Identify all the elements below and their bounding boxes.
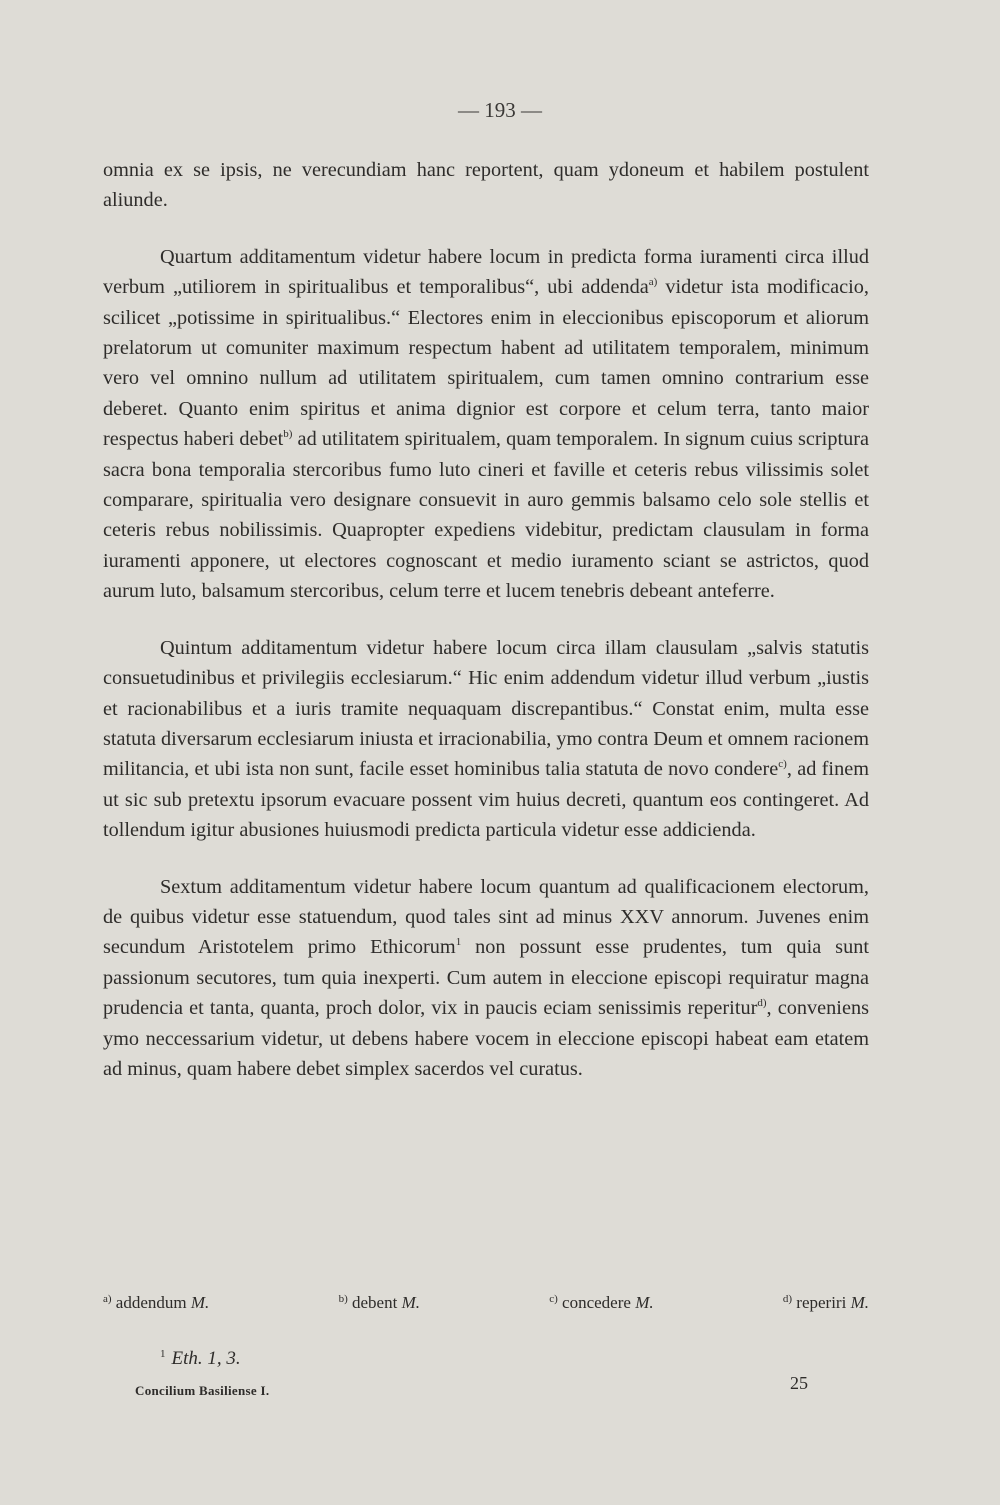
variant-note-b: $^{b)}$ debent M.	[338, 1293, 420, 1312]
paragraph-3-text-a: Quintum additamentum videtur habere locum circa illam clausulam „salvis statutis consuetudinibus et privilegiis ecclesiarum.“ Hic enim addendum videtur illud verbum „iustis et racionabilibus et a iuris tramite nequaquam discrepantibus.“ Constat enim, multa esse statuta diversarum ecclesiarum iniusta et irracionabilia, ymo contra Deum et omnem racionem militancia, et ubi ista non sunt, facile esset hominibus talia statuta de novo condere	[103, 636, 869, 781]
signature-label: Concilium Basiliense I.	[135, 1383, 270, 1398]
signature-number: 25	[790, 1373, 808, 1393]
paragraph-2	[103, 242, 869, 607]
note-ref-a: a)	[648, 276, 658, 289]
paragraph-4	[103, 872, 869, 1085]
paragraph-4-text-a: Sextum additamentum videtur habere locum quantum ad qualificacionem electorum, de quibus videtur esse statuendum, quod tales sint ad minus XXV annorum. Juvenes enim secundum Aristotelem primo Ethicorum	[103, 875, 869, 959]
paragraph-2-text-c: ad utilitatem spiritualem, quam temporalem. In signum cuius scriptura sacra bona temporalia stercoribus fumo luto cineri et faville et ceteris rebus vilissimis solet comparare, spiritualia vero designare consuevit in auro gemmis balsamo celo sole stellis et ceteris rebus nobilissimis. Quapropter expediens videbitur, predictam clausulam in forma iuramenti apponere, ut electores cognoscant et medio iuramento sciant se astrictos, quod aurum luto, balsamum stercoribus, celum terre et lucem tenebris debeant anteferre.	[103, 428, 869, 603]
paragraph-2-text-b: videtur ista modificacio, scilicet „potissime in spiritualibus.“ Electores enim in eleccionibus episcoporum et aliorum prelatorum ut comuniter maximum respectum habent ad utilitatem temporalem, minimum vero vel omnino nullum ad utilitatem spiritualem, cum tamen omnino contrarium esse deberet. Quanto enim spiritus et anima dignior est corpore et celum terra, tanto maior respectus haberi debet	[103, 276, 869, 451]
variant-note-c: $^{c)}$ concedere M.	[549, 1293, 654, 1312]
paragraph-3-text-b: , ad finem ut sic sub pretextu ipsorum evacuare possent vim huius decreti, quantum eos contingeret. Ad tollendum igitur abusiones huiusmodi predicta particula videtur esse addicienda.	[103, 758, 869, 842]
footnote-number: 1	[160, 1348, 166, 1360]
variant-notes	[103, 1293, 869, 1313]
variant-note-d: $^{d)}$ reperiri M.	[782, 1293, 869, 1312]
page-number-header: — 193 —	[458, 98, 542, 122]
footnote-text: Eth. 1, 3.	[171, 1348, 241, 1369]
variant-note-a: $^{a)}$ addendum M.	[103, 1293, 210, 1312]
paragraph-1	[103, 155, 869, 216]
footnote-1	[160, 1348, 241, 1370]
note-ref-c: c)	[778, 758, 787, 771]
paragraph-4-text-c: , conveniens ymo neccessarium videtur, ut debens habere vocem in eleccione episcopi habeat eam etatem ad minus, quam habere debet simplex sacerdos vel curatus.	[103, 997, 869, 1080]
note-ref-b: b)	[283, 428, 293, 441]
paragraph-1-text: omnia ex se ipsis, ne verecundiam hanc reportent, quam ydoneum et habilem postulent aliunde.	[103, 159, 869, 212]
footnote-ref-1: 1	[455, 936, 462, 949]
paragraph-2-text-a: Quartum additamentum videtur habere locum in predicta forma iuramenti circa illud verbum „utiliorem in spiritualibus et temporalibus“, ubi addenda	[103, 245, 869, 299]
paragraph-4-text-b: non possunt esse prudentes, tum quia sunt passionum secutores, tum quia inexperti. Cum autem in eleccione episcopi requiratur magna prudencia et tanta, quanta, proch dolor, vix in paucis eciam senissimis reperitur	[103, 936, 869, 1020]
note-ref-d: d)	[757, 997, 767, 1010]
paragraph-3	[103, 633, 869, 846]
body-text	[103, 155, 869, 1084]
